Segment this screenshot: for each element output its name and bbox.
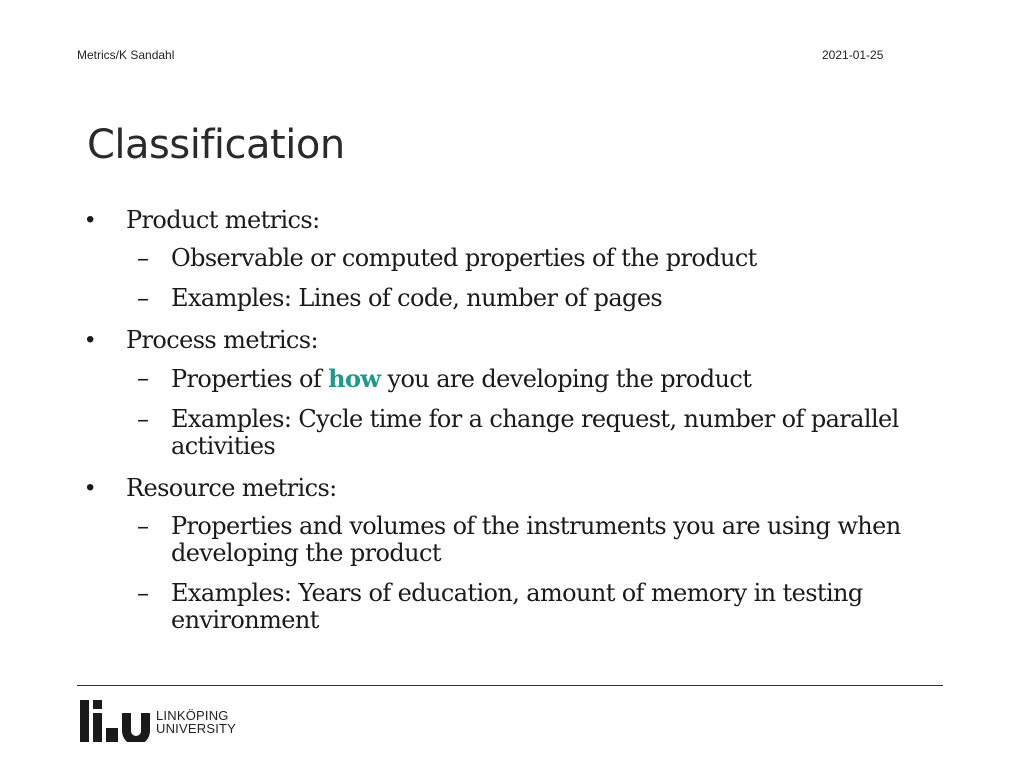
dash-marker: – xyxy=(137,364,149,392)
logo-wordmark xyxy=(156,709,236,735)
dash-marker: – xyxy=(137,284,149,312)
bullet-marker: • xyxy=(86,206,94,233)
sub-item xyxy=(86,580,946,634)
bullet-label: Resource metrics: xyxy=(126,474,337,502)
sub-item-text-before: Properties of xyxy=(171,365,329,393)
sub-item xyxy=(86,245,946,272)
slide-title: Classification xyxy=(87,122,345,168)
sub-item xyxy=(86,406,946,460)
bullet-resource-metrics xyxy=(86,473,946,503)
bullet-process-metrics xyxy=(86,325,946,355)
bullet-label: Process metrics: xyxy=(126,326,318,354)
bullet-list xyxy=(86,205,946,647)
sub-item xyxy=(86,285,946,312)
dash-marker: – xyxy=(137,512,149,540)
bullet-marker: • xyxy=(86,474,94,501)
bullet-marker: • xyxy=(86,326,94,353)
bullet-product-metrics xyxy=(86,205,946,235)
header-author: Metrics/K Sandahl xyxy=(77,48,175,62)
sub-item-text-after: you are developing the product xyxy=(380,365,752,393)
sub-item-text: Examples: Years of education, amount of memory in testing environment xyxy=(171,579,863,634)
header-date: 2021-01-25 xyxy=(822,48,884,62)
sub-item-text: Examples: Cycle time for a change request, number of parallel activities xyxy=(171,405,899,460)
logo-line-1: LINKÖPING xyxy=(156,708,229,723)
sub-item-text: Observable or computed properties of the product xyxy=(171,244,757,272)
dash-marker: – xyxy=(137,405,149,433)
bullet-label: Product metrics: xyxy=(126,206,320,234)
dash-marker: – xyxy=(137,579,149,607)
liu-logo xyxy=(80,700,240,742)
liu-logo-mark-icon xyxy=(80,700,152,742)
sub-item xyxy=(86,513,946,567)
sub-item xyxy=(86,365,946,393)
sub-item-text: Examples: Lines of code, number of pages xyxy=(171,284,663,312)
highlight-how: how xyxy=(328,364,381,393)
logo-line-2: UNIVERSITY xyxy=(156,721,237,736)
sub-item-text: Properties and volumes of the instruments you are using when developing the product xyxy=(171,512,901,567)
dash-marker: – xyxy=(137,244,149,272)
footer-divider xyxy=(77,685,943,686)
